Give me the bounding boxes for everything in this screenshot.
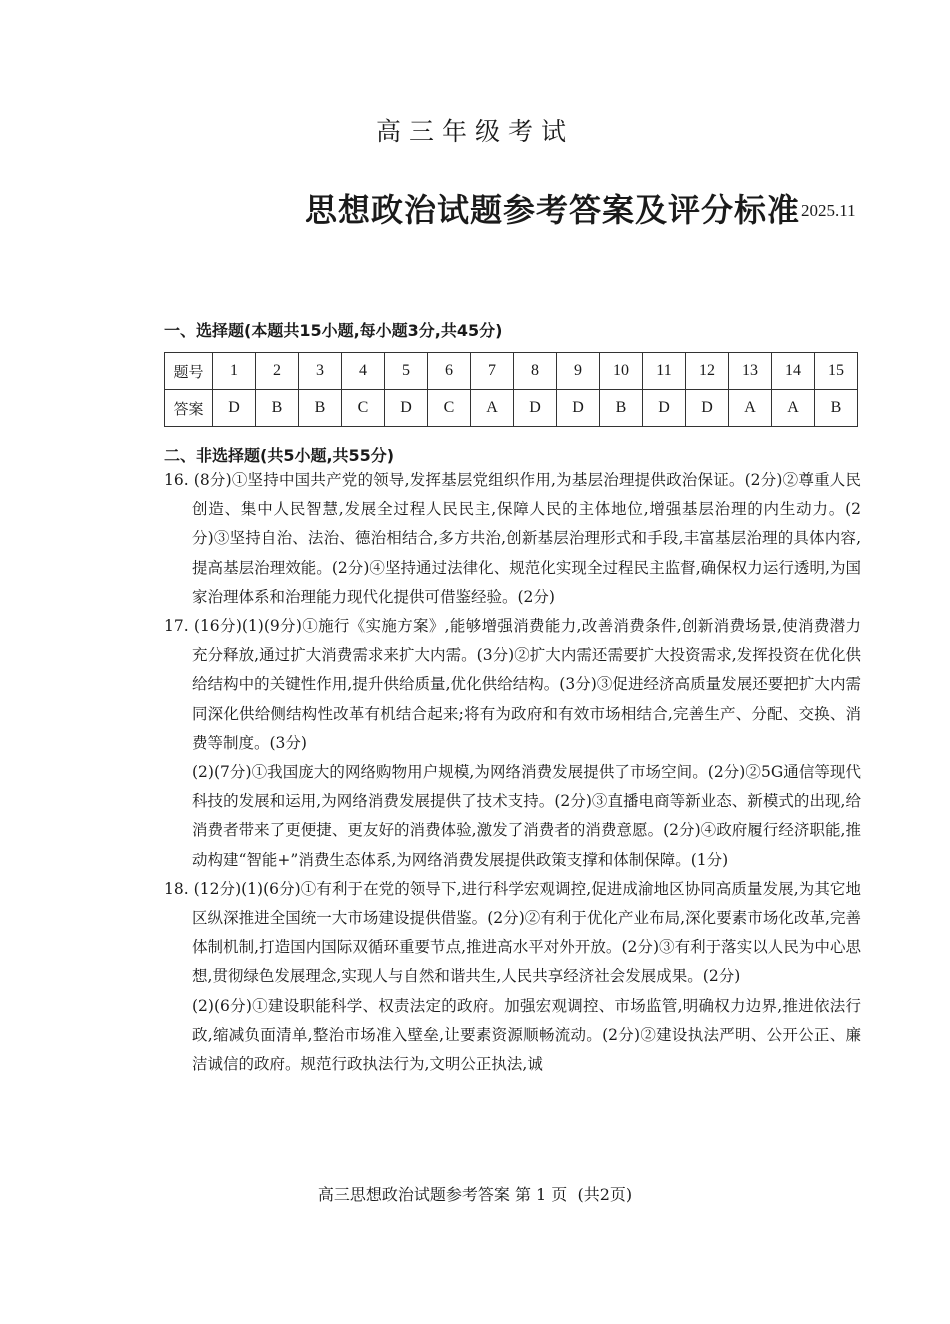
question-18-part-1-answer: 18. (12分)(1)(6分)①有利于在党的领导下,进行科学宏观调控,促进成渝地区协同高质量发展,为其它地区纵深推进全国统一大市场建设提供借鉴。(2分)②有利于优化产业布局,深化要素市场化改革,完善体制机制,打造国内国际双循环重要节点,推进高水平对外开放。(2分)③有利于落实以人民为中心思想,贯彻绿色发展理念,实现人与自然和谐共生,人民共享经济社会发展成果。(2分) [164, 879, 861, 986]
answer-cell: B [600, 390, 643, 427]
answer-cell: D [643, 390, 686, 427]
answer-cell: A [772, 390, 815, 427]
question-number: 1 [213, 353, 256, 390]
row-label-answer: 答案 [165, 390, 213, 427]
table-row-answers [165, 390, 858, 427]
question-17-part-1-answer: 17. (16分)(1)(9分)①施行《实施方案》,能够增强消费能力,改善消费条件,创新消费场景,使消费潜力充分释放,通过扩大消费需求来扩大内需。(3分)②扩大内需还需要扩大投资需求,发挥投资在优化供给结构中的关键性作用,提升供给质量,优化供给结构。(3分)③促进经济高质量发展还要把扩大内需同深化供给侧结构性改革有机结合起来;将有为政府和有效市场相结合,完善生产、分配、交换、消费等制度。(3分) [164, 617, 861, 752]
exam-date: 2025.11 [801, 201, 856, 220]
question-number: 15 [815, 353, 858, 390]
answer-body [164, 466, 861, 1079]
row-label-number: 题号 [165, 353, 213, 390]
question-number: 10 [600, 353, 643, 390]
answer-cell: B [256, 390, 299, 427]
question-number: 4 [342, 353, 385, 390]
question-number: 9 [557, 353, 600, 390]
section-1-heading: 一、选择题(本题共15小题,每小题3分,共45分) [164, 321, 503, 340]
answer-cell: A [729, 390, 772, 427]
question-16-answer: 16. (8分)①坚持中国共产党的领导,发挥基层党组织作用,为基层治理提供政治保证。(2分)②尊重人民创造、集中人民智慧,发展全过程人民民主,保障人民的主体地位,增强基层治理的内生动力。(2分)③坚持自治、法治、德治相结合,多方共治,创新基层治理形式和手段,丰富基层治理的具体内容,提高基层治理效能。(2分)④坚持通过法律化、规范化实现全过程民主监督,确保权力运行透明,为国家治理体系和治理能力现代化提供可借鉴经验。(2分) [164, 471, 861, 606]
answer-cell: B [299, 390, 342, 427]
question-number: 12 [686, 353, 729, 390]
section-2-heading: 二、非选择题(共5小题,共55分) [164, 446, 395, 465]
page-footer: 高三思想政治试题参考答案 第 1 页 (共2页) [317, 1185, 633, 1204]
answer-cell: C [428, 390, 471, 427]
question-number: 8 [514, 353, 557, 390]
question-number: 2 [256, 353, 299, 390]
document-title: 思想政治试题参考答案及评分标准 [305, 191, 801, 229]
question-number: 5 [385, 353, 428, 390]
answer-cell: A [471, 390, 514, 427]
answer-cell: B [815, 390, 858, 427]
answer-cell: D [686, 390, 729, 427]
question-17-part-2-answer: (2)(7分)①我国庞大的网络购物用户规模,为网络消费发展提供了市场空间。(2分)②5G通信等现代科技的发展和运用,为网络消费发展提供了技术支持。(2分)③直播电商等新业态、新模式的出现,给消费者带来了更便捷、更友好的消费体验,激发了消费者的消费意愿。(2分)④政府履行经济职能,推动构建“智能+”消费生态体系,为网络消费发展提供政策支撑和体制保障。(1分) [192, 763, 861, 869]
question-number: 3 [299, 353, 342, 390]
table-row-numbers [165, 353, 858, 390]
answer-cell: D [385, 390, 428, 427]
answer-cell: D [557, 390, 600, 427]
question-number: 7 [471, 353, 514, 390]
question-18-part-2-answer: (2)(6分)①建设职能科学、权责法定的政府。加强宏观调控、市场监管,明确权力边界,推进依法行政,缩减负面清单,整治市场准入壁垒,让要素资源顺畅流动。(2分)②建设执法严明、公开公正、廉洁诚信的政府。规范行政执法行为,文明公正执法,诚 [192, 996, 861, 1074]
question-number: 13 [729, 353, 772, 390]
answer-cell: D [514, 390, 557, 427]
question-number: 11 [643, 353, 686, 390]
question-number: 6 [428, 353, 471, 390]
grade-title: 高三年级考试 [375, 117, 574, 146]
question-number: 14 [772, 353, 815, 390]
answer-table [164, 352, 858, 427]
answer-cell: C [342, 390, 385, 427]
answer-cell: D [213, 390, 256, 427]
